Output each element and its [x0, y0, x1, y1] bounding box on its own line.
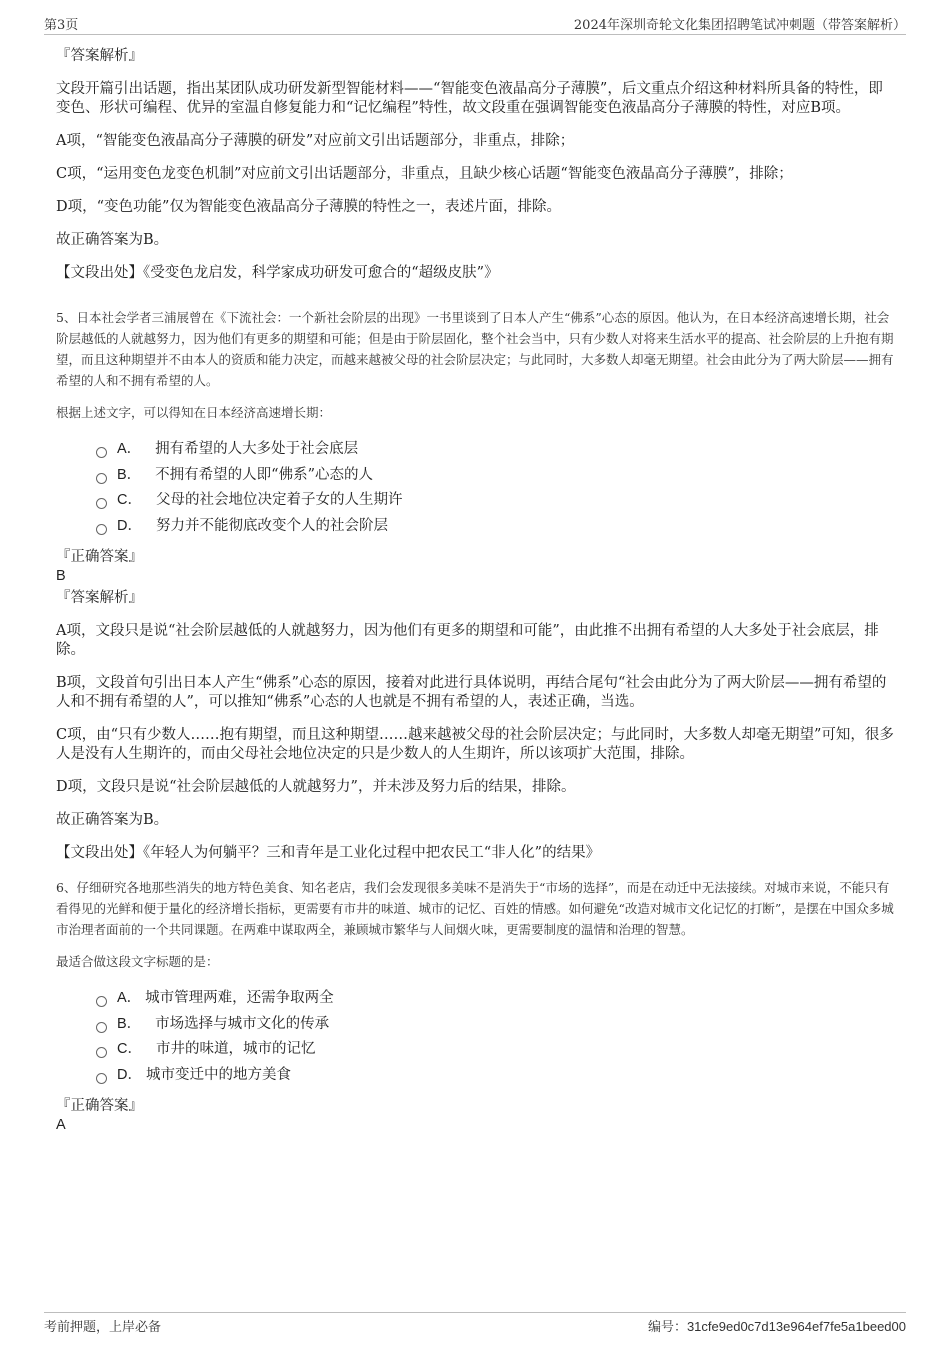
source-citation: 【文段出处】《年轻人为何躺平？三和青年是工业化过程中把农民工“非人化”的结果》: [56, 845, 601, 861]
option-text: 城市管理两难，还需争取两全: [145, 990, 334, 1006]
option-text: 市场选择与城市文化的传承: [155, 1015, 330, 1032]
analysis-conclusion: 故正确答案为B。: [56, 812, 169, 828]
option-text: 市井的味道，城市的记忆: [155, 1041, 316, 1057]
radio-icon[interactable]: [96, 1073, 107, 1084]
question-6-text: 6、仔细研究各地那些消失的地方特色美食、知名老店，我们会发现很多美味不是消失于“市场的选择”，而是在动迁中无法接续。对城市来说，不能只有看得见的光鲜和便于量化的经济增长指标，更需要有市井的味道、城市的记忆、百姓的情感。如何避免“改造对城市文化记忆的打断”，是摆在中国众多城市治理者面前的一个共同课题。在两难中谋取两全，兼顾城市繁华与人间烟火味，更需要制度的温情和治理的智慧。: [56, 880, 894, 937]
analysis-paragraph: D项，文段只是说“社会阶层越低的人就越努力”，并未涉及努力后的结果，排除。: [56, 779, 576, 795]
option-letter: D．: [117, 517, 142, 534]
correct-answer-label: 『正确答案』: [56, 1098, 143, 1114]
option-text: 拥有希望的人大多处于社会底层: [155, 441, 359, 457]
option-a[interactable]: [96, 986, 896, 1012]
correct-answer-label: 『正确答案』: [56, 549, 143, 565]
radio-icon[interactable]: [96, 524, 107, 535]
option-d[interactable]: [96, 1063, 896, 1089]
option-a[interactable]: [96, 437, 896, 463]
analysis-paragraph: A项，文段只是说“社会阶层越低的人就越努力，因为他们有更多的期望和可能”，由此推不出拥有希望的人大多处于社会底层，排除。: [56, 623, 879, 658]
page-number: 第3页: [44, 18, 79, 33]
option-c[interactable]: [96, 1037, 896, 1063]
source-citation: 【文段出处】《受变色龙启发，科学家成功研发可愈合的“超级皮肤”》: [56, 265, 499, 281]
option-letter: B．: [117, 1015, 142, 1032]
option-text: 父母的社会地位决定着子女的人生期许: [155, 492, 403, 508]
footer-slogan: 考前押题，上岸必备: [44, 1320, 162, 1335]
answer-analysis-label: 『答案解析』: [56, 48, 143, 64]
analysis-paragraph: 文段开篇引出话题，指出某团队成功研发新型智能材料——“智能变色液晶高分子薄膜”，后文重点介绍这种材料所具备的特性，即变色、形状可编程、优异的室温自修复能力和“记忆编程”特性，故文段重在强调智能变色液晶高分子薄膜的特性，对应B项。: [56, 81, 883, 116]
page-content: [56, 44, 896, 1135]
document-title: 2024年深圳奇轮文化集团招聘笔试冲刺题（带答案解析）: [573, 18, 906, 33]
correct-answer: B: [56, 568, 66, 584]
option-letter: A．: [117, 990, 142, 1006]
question-6-prompt: 最适合做这段文字标题的是：: [56, 954, 219, 969]
question-5-options: [96, 437, 896, 539]
option-c[interactable]: [96, 488, 896, 514]
radio-icon[interactable]: [96, 447, 107, 458]
option-letter: C．: [117, 1041, 142, 1057]
option-text: 努力并不能彻底改变个人的社会阶层: [155, 517, 388, 534]
correct-answer: A: [56, 1117, 66, 1133]
radio-icon[interactable]: [96, 1047, 107, 1058]
option-letter: D．: [117, 1066, 142, 1083]
answer-analysis-label: 『答案解析』: [56, 590, 143, 606]
radio-icon[interactable]: [96, 996, 107, 1007]
option-letter: A．: [117, 441, 142, 457]
option-letter: C．: [117, 492, 142, 508]
analysis-paragraph: C项，“运用变色龙变色机制”对应前文引出话题部分，非重点，且缺少核心话题“智能变色液晶高分子薄膜”，排除；: [56, 166, 793, 182]
option-text: 不拥有希望的人即“佛系”心态的人: [155, 466, 373, 483]
radio-icon[interactable]: [96, 1022, 107, 1033]
question-5-prompt: 根据上述文字，可以得知在日本经济高速增长期：: [56, 405, 332, 420]
analysis-paragraph: A项，“智能变色液晶高分子薄膜的研发”对应前文引出话题部分，非重点，排除；: [56, 133, 575, 149]
analysis-paragraph: C项，由“只有少数人……抱有期望，而且这种期望……越来越被父母的社会阶层决定；与此同时，大多数人却毫无期望”可知，很多人是没有人生期许的，而由父母社会地位决定的只是少数人的人生期许，所以该项扩大范围，排除。: [56, 727, 894, 762]
analysis-paragraph: D项，“变色功能”仅为智能变色液晶高分子薄膜的特性之一，表述片面，排除。: [56, 199, 561, 215]
page-header: [44, 12, 906, 35]
document-code: 编号：31cfe9ed0c7d13e964ef7fe5a1beed00: [647, 1319, 906, 1334]
option-letter: B．: [117, 466, 142, 483]
analysis-conclusion: 故正确答案为B。: [56, 232, 169, 248]
analysis-paragraph: B项，文段首句引出日本人产生“佛系”心态的原因，接着对此进行具体说明，再结合尾句“社会由此分为了两大阶层——拥有希望的人和不拥有希望的人”，可以推知“佛系”心态的人也就是不拥有希望的人，表述正确，当选。: [56, 675, 887, 710]
question-5-text: 5、日本社会学者三浦展曾在《下流社会：一个新社会阶层的出现》一书里谈到了日本人产生“佛系”心态的原因。他认为，在日本经济高速增长期，社会阶层越低的人就越努力，因为他们有更多的期望和可能；但是由于阶层固化，整个社会当中，只有少数人对将来生活水平的提高、社会阶层的上升抱有期望，而且这种期望并不由本人的资质和能力决定，而越来越被父母的社会阶层决定；与此同时，大多数人却毫无期望。社会由此分为了两大阶层——拥有希望的人和不拥有希望的人。: [56, 310, 894, 388]
option-text: 城市变迁中的地方美食: [145, 1066, 291, 1083]
radio-icon[interactable]: [96, 473, 107, 484]
radio-icon[interactable]: [96, 498, 107, 509]
option-b[interactable]: [96, 463, 896, 489]
option-b[interactable]: [96, 1012, 896, 1038]
question-6-options: [96, 986, 896, 1088]
option-d[interactable]: [96, 514, 896, 540]
page-footer: [44, 1312, 906, 1335]
